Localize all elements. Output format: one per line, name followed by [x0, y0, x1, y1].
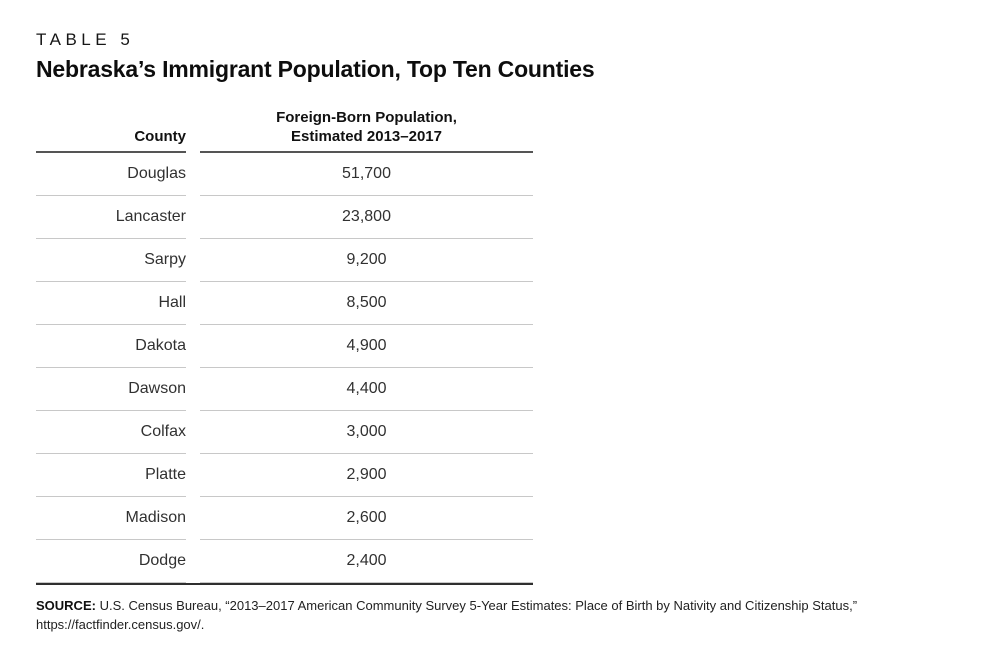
table-row	[36, 153, 533, 196]
source-label: SOURCE:	[36, 598, 96, 613]
population-cell: 3,000	[200, 411, 533, 454]
table-row	[36, 540, 533, 583]
county-cell: Lancaster	[36, 196, 186, 239]
data-table	[36, 108, 533, 585]
table-bottom-rule	[36, 583, 533, 585]
table-row	[36, 454, 533, 497]
county-cell: Dakota	[36, 325, 186, 368]
source-url: https://factfinder.census.gov/.	[36, 617, 205, 632]
table-row	[36, 497, 533, 540]
population-cell: 2,400	[200, 540, 533, 583]
table-row	[36, 239, 533, 282]
population-cell: 51,700	[200, 153, 533, 196]
population-cell: 23,800	[200, 196, 533, 239]
population-cell: 4,900	[200, 325, 533, 368]
county-cell: Platte	[36, 454, 186, 497]
population-column-header	[200, 108, 533, 153]
table-header-row	[36, 108, 533, 153]
population-cell: 9,200	[200, 239, 533, 282]
table-row	[36, 196, 533, 239]
population-cell: 8,500	[200, 282, 533, 325]
population-cell: 2,600	[200, 497, 533, 540]
county-cell: Douglas	[36, 153, 186, 196]
population-header-line2: Estimated 2013–2017	[291, 128, 442, 145]
table-title: Nebraska’s Immigrant Population, Top Ten Counties	[36, 56, 595, 82]
population-header-line1: Foreign-Born Population,	[276, 109, 457, 126]
table-row	[36, 411, 533, 454]
county-cell: Hall	[36, 282, 186, 325]
source-text: U.S. Census Bureau, “2013–2017 American Community Survey 5-Year Estimates: Place of Birth by Nativity and Citizenship Status,”	[95, 598, 858, 613]
population-cell: 4,400	[200, 368, 533, 411]
table-row	[36, 325, 533, 368]
county-cell: Dawson	[36, 368, 186, 411]
county-cell: Colfax	[36, 411, 186, 454]
table-row	[36, 368, 533, 411]
county-cell: Sarpy	[36, 239, 186, 282]
county-cell: Dodge	[36, 540, 186, 583]
table-number-label: TABLE 5	[36, 30, 135, 49]
table-row	[36, 282, 533, 325]
county-cell: Madison	[36, 497, 186, 540]
source-note	[36, 596, 960, 634]
county-column-header: County	[36, 108, 186, 153]
population-cell: 2,900	[200, 454, 533, 497]
